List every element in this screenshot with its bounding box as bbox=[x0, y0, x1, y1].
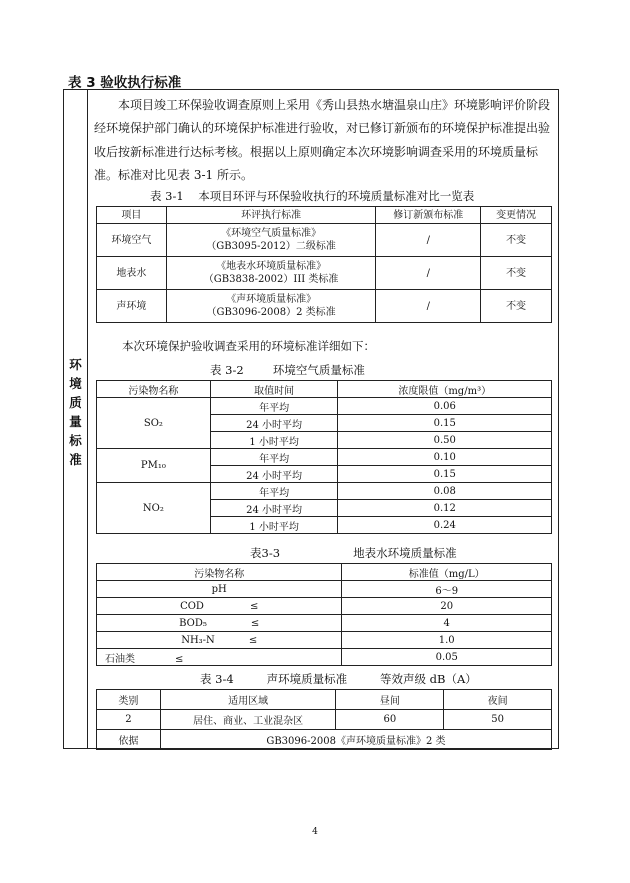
pollutant-cell bbox=[97, 649, 342, 666]
section-heading: 表 3 验收执行标准 bbox=[68, 75, 182, 91]
table-row bbox=[97, 398, 552, 415]
header-cell: 浓度限值（mg/m³） bbox=[338, 381, 552, 398]
pollutant-name: SO₂ bbox=[97, 398, 211, 449]
category-cell: 2 bbox=[97, 710, 161, 730]
pollutant-cell bbox=[97, 598, 342, 615]
cell-new: / bbox=[376, 224, 481, 257]
value-cell: 4 bbox=[342, 615, 552, 632]
time-cell: 1 小时平均 bbox=[210, 432, 338, 449]
table1-caption: 表 3-1 本项目环评与环保验收执行的环境质量标准对比一览表 bbox=[150, 189, 475, 203]
header-cell: 昼间 bbox=[336, 690, 444, 710]
cell-standard bbox=[166, 257, 376, 290]
side-char: 量 bbox=[69, 414, 82, 429]
table-row bbox=[97, 615, 552, 632]
table-row bbox=[97, 598, 552, 615]
time-cell: 24 小时平均 bbox=[210, 466, 338, 483]
cell-standard bbox=[166, 290, 376, 323]
standard-code: （GB3095-2012）二级标准 bbox=[206, 241, 336, 252]
noise-table bbox=[96, 689, 552, 750]
table-row bbox=[97, 632, 552, 649]
value-cell: 6～9 bbox=[342, 581, 552, 598]
header-cell: 污染物名称 bbox=[97, 564, 342, 581]
value-cell: 0.24 bbox=[338, 517, 552, 534]
header-cell: 适用区域 bbox=[160, 690, 336, 710]
table-row bbox=[97, 483, 552, 500]
pollutant-name: 石油类 bbox=[105, 653, 135, 665]
comparison-table bbox=[96, 206, 552, 323]
standard-name: 《地表水环境质量标准》 bbox=[216, 261, 327, 272]
header-cell: 污染物名称 bbox=[97, 381, 211, 398]
standard-code: （GB3096-2008）2 类标准 bbox=[206, 307, 336, 318]
night-cell: 50 bbox=[444, 710, 552, 730]
table-row bbox=[97, 449, 552, 466]
page-number: 4 bbox=[312, 827, 318, 837]
time-cell: 年平均 bbox=[210, 449, 338, 466]
cell-change: 不变 bbox=[481, 257, 552, 290]
table-row bbox=[97, 710, 552, 730]
header-cell: 项目 bbox=[97, 207, 167, 224]
cell-item: 声环境 bbox=[97, 290, 167, 323]
table-row bbox=[97, 257, 552, 290]
time-cell: 24 小时平均 bbox=[210, 415, 338, 432]
table3-caption: 表3-3 地表水环境质量标准 bbox=[250, 546, 457, 560]
header-cell: 取值时间 bbox=[210, 381, 338, 398]
table4-caption: 表 3-4 声环境质量标准 等效声级 dB（A） bbox=[200, 672, 477, 686]
basis-cell: GB3096-2008《声环境质量标准》2 类 bbox=[160, 730, 551, 750]
value-cell: 0.50 bbox=[338, 432, 552, 449]
side-char: 准 bbox=[69, 452, 82, 467]
header-cell: 变更情况 bbox=[481, 207, 552, 224]
cell-new: / bbox=[376, 290, 481, 323]
standard-code: （GB3838-2002）III 类标准 bbox=[203, 274, 339, 285]
pollutant-name: BOD₅ bbox=[179, 617, 207, 629]
time-cell: 24 小时平均 bbox=[210, 500, 338, 517]
table-row bbox=[97, 290, 552, 323]
header-cell: 修订新颁布标准 bbox=[376, 207, 481, 224]
table2-caption: 表 3-2 环境空气质量标准 bbox=[210, 363, 365, 377]
area-cell: 居住、商业、工业混杂区 bbox=[160, 710, 336, 730]
value-cell: 0.15 bbox=[338, 466, 552, 483]
time-cell: 年平均 bbox=[210, 483, 338, 500]
header-cell: 夜间 bbox=[444, 690, 552, 710]
value-cell: 0.08 bbox=[338, 483, 552, 500]
cell-change: 不变 bbox=[481, 290, 552, 323]
value-cell: 0.10 bbox=[338, 449, 552, 466]
pollutant-name: COD bbox=[180, 600, 204, 612]
side-char: 质 bbox=[69, 395, 82, 410]
operator: ≤ bbox=[249, 600, 259, 612]
standard-name: 《声环境质量标准》 bbox=[226, 294, 317, 305]
cell-change: 不变 bbox=[481, 224, 552, 257]
cell-new: / bbox=[376, 257, 481, 290]
side-char: 标 bbox=[69, 433, 82, 448]
table-row bbox=[97, 581, 552, 598]
header-cell: 标准值（mg/L） bbox=[342, 564, 552, 581]
header-cell: 环评执行标准 bbox=[166, 207, 376, 224]
header-cell: 类别 bbox=[97, 690, 161, 710]
value-cell: 0.06 bbox=[338, 398, 552, 415]
standard-name: 《环境空气质量标准》 bbox=[221, 228, 322, 239]
side-label bbox=[64, 355, 87, 469]
time-cell: 年平均 bbox=[210, 398, 338, 415]
pollutant-name: NH₃-N bbox=[181, 634, 215, 646]
side-char: 境 bbox=[69, 376, 82, 391]
side-char: 环 bbox=[69, 357, 82, 372]
pollutant-name: pH bbox=[97, 581, 342, 598]
time-cell: 1 小时平均 bbox=[210, 517, 338, 534]
value-cell: 0.05 bbox=[342, 649, 552, 666]
surface-water-table bbox=[96, 563, 552, 666]
intro-paragraph: 本项目竣工环保验收调查原则上采用《秀山县热水塘温泉山庄》环境影响评价阶段经环境保护部门确认的环境保护标准进行验收，对已修订新颁布的环境保护标准提出验收后按新标准进行达标考核。根据以上原则确定本次环境影响调查采用的环境质量标准。标准对比见表 3-1 所示。 bbox=[94, 98, 551, 182]
value-cell: 0.15 bbox=[338, 415, 552, 432]
cell-standard bbox=[166, 224, 376, 257]
value-cell: 1.0 bbox=[342, 632, 552, 649]
operator: ≤ bbox=[175, 653, 184, 665]
day-cell: 60 bbox=[336, 710, 444, 730]
value-cell: 20 bbox=[342, 598, 552, 615]
pollutant-cell bbox=[97, 632, 342, 649]
standards-intro: 本次环境保护验收调查采用的环境标准详细如下： bbox=[122, 339, 375, 353]
cell-item: 环境空气 bbox=[97, 224, 167, 257]
table-row bbox=[97, 224, 552, 257]
basis-label: 依据 bbox=[97, 730, 161, 750]
pollutant-name: PM₁₀ bbox=[97, 449, 211, 483]
pollutant-name: NO₂ bbox=[97, 483, 211, 534]
operator: ≤ bbox=[248, 634, 258, 646]
operator: ≤ bbox=[250, 617, 260, 629]
value-cell: 0.12 bbox=[338, 500, 552, 517]
table-row bbox=[97, 730, 552, 750]
side-label-column bbox=[64, 90, 88, 748]
pollutant-cell bbox=[97, 615, 342, 632]
air-quality-table bbox=[96, 380, 552, 534]
cell-item: 地表水 bbox=[97, 257, 167, 290]
table-row bbox=[97, 649, 552, 666]
